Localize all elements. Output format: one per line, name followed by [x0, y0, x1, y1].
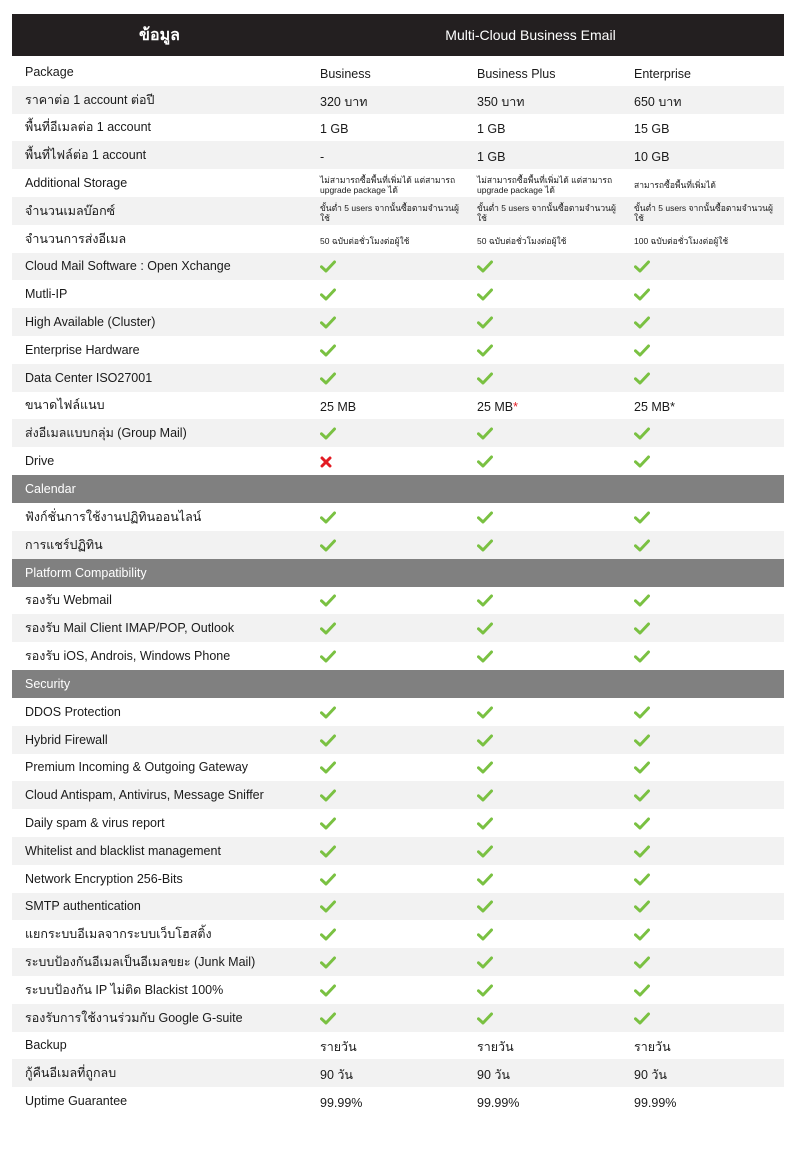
- check-icon: [308, 312, 465, 332]
- check-icon: [308, 924, 465, 944]
- table-row: [12, 531, 784, 559]
- row-label: พื้นที่ไฟล์ต่อ 1 account: [25, 148, 147, 163]
- table-cell: [465, 199, 622, 223]
- check-icon: [465, 256, 622, 276]
- check-icon: [308, 730, 465, 750]
- check-icon: [622, 869, 779, 889]
- table-row: [12, 642, 784, 670]
- row-label: รองรับการใช้งานร่วมกับ Google G-suite: [25, 1010, 243, 1025]
- check-icon: [465, 952, 622, 972]
- check-icon: [465, 785, 622, 805]
- table-row: [12, 1004, 784, 1032]
- row-label: การแชร์ปฏิทิน: [25, 537, 103, 552]
- cell-value: ขั้นต่ำ 5 users จากนั้นซื้อตามจำนวนผู้ใช้: [320, 202, 459, 223]
- table-cell: [622, 88, 779, 112]
- header-product-title: Multi-Cloud Business Email: [445, 27, 616, 43]
- check-icon: [308, 869, 465, 889]
- table-cell: [465, 396, 622, 414]
- cell-value: 320 บาท: [320, 94, 368, 109]
- table-cell: [465, 232, 622, 246]
- check-icon: [622, 312, 779, 332]
- check-icon: [308, 284, 465, 304]
- cell-value: 99.99%: [477, 1095, 520, 1110]
- cell-value: Enterprise: [634, 66, 691, 81]
- check-icon: [465, 284, 622, 304]
- check-icon: [465, 646, 622, 666]
- check-icon: [465, 980, 622, 1000]
- row-label: รองรับ iOS, Androis, Windows Phone: [25, 649, 231, 664]
- row-label: DDOS Protection: [25, 704, 121, 719]
- check-icon: [622, 284, 779, 304]
- row-label: Network Encryption 256-Bits: [25, 871, 183, 886]
- check-icon: [308, 368, 465, 388]
- table-cell: [465, 118, 622, 136]
- cell-value: 25 MB: [320, 400, 357, 415]
- check-icon: [622, 535, 779, 555]
- check-icon: [308, 618, 465, 638]
- cell-value: 650 บาท: [634, 94, 682, 109]
- check-icon: [308, 590, 465, 610]
- check-icon: [465, 869, 622, 889]
- table-cell: [308, 199, 465, 223]
- check-icon: [465, 841, 622, 861]
- check-icon: [465, 507, 622, 527]
- table-row: [12, 1059, 784, 1087]
- check-icon: [465, 702, 622, 722]
- check-icon: [465, 1008, 622, 1028]
- cell-value: ไม่สามารถซื้อพื้นที่เพิ่มได้ แต่สามารถ upgrade package ได้: [477, 175, 613, 196]
- table-row: [12, 948, 784, 976]
- table-row: [12, 698, 784, 726]
- check-icon: [622, 952, 779, 972]
- check-icon: [308, 980, 465, 1000]
- table-cell: [622, 118, 779, 136]
- table-row: [12, 336, 784, 364]
- cell-value: 25 MB*: [634, 400, 675, 415]
- table-cell: [622, 146, 779, 164]
- row-label: Hybrid Firewall: [25, 732, 108, 747]
- cell-value: 15 GB: [634, 122, 670, 137]
- row-label: Cloud Mail Software : Open Xchange: [25, 259, 231, 274]
- check-icon: [308, 507, 465, 527]
- check-icon: [308, 813, 465, 833]
- row-label: พื้นที่อีเมลต่อ 1 account: [25, 120, 152, 135]
- cell-value: สามารถซื้อพื้นที่เพิ่มได้: [634, 180, 716, 191]
- table-row: [12, 308, 784, 336]
- check-icon: [622, 507, 779, 527]
- check-icon: [622, 730, 779, 750]
- check-icon: [308, 423, 465, 443]
- check-icon: [622, 813, 779, 833]
- check-icon: [308, 952, 465, 972]
- cell-value: 1 GB: [477, 122, 506, 137]
- check-icon: [622, 423, 779, 443]
- cell-value: 50 ฉบับต่อชั่วโมงต่อผู้ใช้: [477, 235, 567, 246]
- section-label: Security: [25, 676, 71, 691]
- table-body: [12, 58, 784, 1115]
- cell-value: 100 ฉบับต่อชั่วโมงต่อผู้ใช้: [634, 235, 729, 246]
- table-row: [12, 920, 784, 948]
- table-cell: [308, 171, 465, 195]
- table-row: [12, 419, 784, 447]
- table-row: [12, 169, 784, 197]
- check-icon: [622, 590, 779, 610]
- cell-value: -: [320, 150, 325, 165]
- row-label: Daily spam & virus report: [25, 816, 165, 831]
- table-cell: [465, 1033, 622, 1057]
- check-icon: [622, 340, 779, 360]
- section-label: Calendar: [25, 481, 76, 496]
- table-cell: [622, 176, 779, 190]
- table-row: [12, 865, 784, 893]
- cell-value: Business: [320, 66, 371, 81]
- cell-value: 350 บาท: [477, 94, 525, 109]
- check-icon: [308, 1008, 465, 1028]
- section-header: [12, 475, 784, 503]
- table-row: [12, 781, 784, 809]
- row-label: รองรับ Mail Client IMAP/POP, Outlook: [25, 621, 235, 636]
- table-row: [12, 392, 784, 420]
- check-icon: [308, 757, 465, 777]
- cell-value: Business Plus: [477, 66, 556, 81]
- cell-value: รายวัน: [320, 1040, 357, 1055]
- table-cell: [308, 396, 465, 414]
- check-icon: [465, 535, 622, 555]
- table-row: [12, 197, 784, 225]
- row-label: Package: [25, 64, 74, 79]
- cell-value: 25 MB: [477, 400, 514, 415]
- table-cell: [308, 1033, 465, 1057]
- cell-value: 90 วัน: [477, 1068, 510, 1083]
- table-row: [12, 1032, 784, 1060]
- cell-value: รายวัน: [634, 1040, 671, 1055]
- table-cell: [622, 63, 779, 81]
- table-header: [12, 14, 784, 56]
- cell-value: 1 GB: [477, 150, 506, 165]
- table-cell: [308, 232, 465, 246]
- cell-value: ขั้นต่ำ 5 users จากนั้นซื้อตามจำนวนผู้ใช้: [477, 202, 616, 223]
- row-label: ระบบป้องกัน IP ไม่ติด Blackist 100%: [25, 982, 224, 997]
- table-cell: [622, 199, 779, 223]
- table-cell: [465, 146, 622, 164]
- table-row: [12, 893, 784, 921]
- row-label: กู้คืนอีเมลที่ถูกลบ: [25, 1066, 117, 1081]
- check-icon: [622, 757, 779, 777]
- check-icon: [622, 896, 779, 916]
- table-row: [12, 587, 784, 615]
- check-icon: [465, 813, 622, 833]
- cell-value: รายวัน: [477, 1040, 514, 1055]
- table-cell: [622, 1092, 779, 1110]
- check-icon: [465, 590, 622, 610]
- row-label: Enterprise Hardware: [25, 342, 140, 357]
- table-cell: [465, 1092, 622, 1110]
- row-label: Mutli-IP: [25, 287, 68, 302]
- row-label: High Available (Cluster): [25, 315, 156, 330]
- check-icon: [465, 451, 622, 471]
- table-row: [12, 614, 784, 642]
- check-icon: [622, 618, 779, 638]
- check-icon: [308, 535, 465, 555]
- table-cell: [465, 1061, 622, 1085]
- row-label: รองรับ Webmail: [25, 593, 112, 608]
- table-row: [12, 447, 784, 475]
- table-cell: [308, 118, 465, 136]
- row-label: Additional Storage: [25, 176, 128, 191]
- row-label: SMTP authentication: [25, 899, 141, 914]
- check-icon: [308, 785, 465, 805]
- table-row: [12, 837, 784, 865]
- table-row: [12, 1087, 784, 1115]
- table-cell: [308, 1092, 465, 1110]
- check-icon: [465, 368, 622, 388]
- table-row: [12, 58, 784, 86]
- cell-value: 90 วัน: [320, 1068, 353, 1083]
- table-row: [12, 809, 784, 837]
- section-header: [12, 670, 784, 698]
- check-icon: [622, 1008, 779, 1028]
- check-icon: [465, 757, 622, 777]
- check-icon: [622, 924, 779, 944]
- check-icon: [622, 451, 779, 471]
- table-row: [12, 253, 784, 281]
- check-icon: [465, 312, 622, 332]
- row-label: Drive: [25, 454, 55, 469]
- row-label: ส่งอีเมลแบบกลุ่ม (Group Mail): [25, 426, 187, 441]
- table-row: [12, 726, 784, 754]
- cell-value: 99.99%: [634, 1095, 677, 1110]
- row-label: Uptime Guarantee: [25, 1093, 128, 1108]
- check-icon: [622, 702, 779, 722]
- row-label: ขนาดไฟล์แนบ: [25, 398, 105, 413]
- check-icon: [308, 340, 465, 360]
- row-label: ราคาต่อ 1 account ต่อปี: [25, 92, 155, 107]
- row-label: Premium Incoming & Outgoing Gateway: [25, 760, 249, 775]
- table-row: [12, 364, 784, 392]
- table-cell: [465, 88, 622, 112]
- check-icon: [465, 340, 622, 360]
- cell-value: 99.99%: [320, 1095, 363, 1110]
- table-cell: [308, 63, 465, 81]
- check-icon: [308, 702, 465, 722]
- row-label: ระบบป้องกันอีเมลเป็นอีเมลขยะ (Junk Mail): [25, 955, 256, 969]
- header-info-label: ข้อมูล: [139, 26, 180, 44]
- check-icon: [308, 646, 465, 666]
- check-icon: [308, 256, 465, 276]
- table-cell: [622, 396, 779, 414]
- table-cell: [308, 146, 465, 164]
- table-cell: [622, 1033, 779, 1057]
- pricing-table: [12, 14, 784, 1115]
- cell-value: ขั้นต่ำ 5 users จากนั้นซื้อตามจำนวนผู้ใช้: [634, 202, 773, 223]
- table-cell: [308, 88, 465, 112]
- table-row: [12, 503, 784, 531]
- cell-value: ไม่สามารถซื้อพื้นที่เพิ่มได้ แต่สามารถ upgrade package ได้: [320, 175, 456, 196]
- row-label: Cloud Antispam, Antivirus, Message Sniffer: [25, 788, 264, 803]
- row-label: ฟังก์ชั่นการใช้งานปฏิทินออนไลน์: [25, 509, 202, 524]
- check-icon: [465, 730, 622, 750]
- check-icon: [622, 841, 779, 861]
- table-row: [12, 225, 784, 253]
- footnote-star: *: [513, 400, 519, 415]
- row-label: Whitelist and blacklist management: [25, 843, 221, 858]
- table-row: [12, 280, 784, 308]
- table-cell: [622, 1061, 779, 1085]
- check-icon: [308, 841, 465, 861]
- table-cell: [465, 63, 622, 81]
- check-icon: [465, 896, 622, 916]
- check-icon: [465, 618, 622, 638]
- table-row: [12, 141, 784, 169]
- table-cell: [465, 171, 622, 195]
- check-icon: [622, 785, 779, 805]
- table-row: [12, 114, 784, 142]
- section-header: [12, 559, 784, 587]
- section-label: Platform Compatibility: [25, 565, 147, 580]
- check-icon: [622, 646, 779, 666]
- table-cell: [308, 1061, 465, 1085]
- table-row: [12, 754, 784, 782]
- cell-value: 90 วัน: [634, 1068, 667, 1083]
- check-icon: [622, 980, 779, 1000]
- row-label: แยกระบบอีเมลจากระบบเว็บโฮสติ้ง: [25, 927, 212, 942]
- row-label: จำนวนการส่งอีเมล: [25, 231, 127, 246]
- check-icon: [308, 896, 465, 916]
- cross-icon: [308, 452, 465, 471]
- check-icon: [622, 368, 779, 388]
- check-icon: [622, 256, 779, 276]
- row-label: Data Center ISO27001: [25, 370, 153, 385]
- check-icon: [465, 924, 622, 944]
- check-icon: [465, 423, 622, 443]
- table-row: [12, 976, 784, 1004]
- cell-value: 50 ฉบับต่อชั่วโมงต่อผู้ใช้: [320, 235, 410, 246]
- row-label: Backup: [25, 1038, 67, 1053]
- row-label: จำนวนเมลบ๊อกซ์: [25, 203, 116, 218]
- cell-value: 10 GB: [634, 150, 670, 165]
- table-row: [12, 86, 784, 114]
- cell-value: 1 GB: [320, 122, 349, 137]
- table-cell: [622, 232, 779, 246]
